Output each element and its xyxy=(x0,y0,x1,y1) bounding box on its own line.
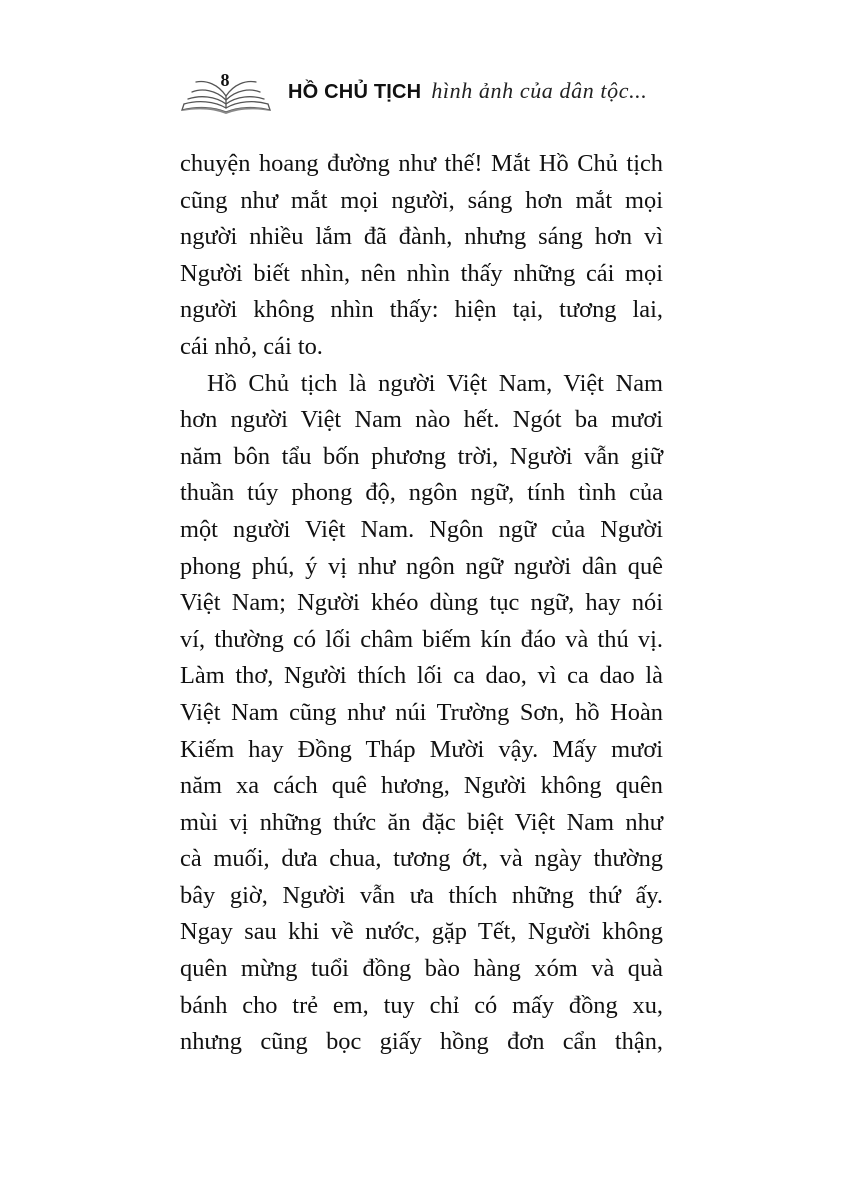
running-title-italic: hình ảnh của dân tộc... xyxy=(431,78,648,103)
running-title-bold: HỒ CHỦ TỊCH xyxy=(288,81,422,103)
text-line: Việt Nam; Người khéo dùng tục ngữ, hay nói xyxy=(180,589,663,617)
text-line: năm xa cách quê hương, Người không quên xyxy=(180,772,663,800)
text-line: Người biết nhìn, nên nhìn thấy những cái mọi xyxy=(180,259,663,287)
text-line: Làm thơ, Người thích lối ca dao, vì ca dao là xyxy=(180,662,663,690)
page-number: 8 xyxy=(220,70,230,90)
text-line: Ngay sau khi về nước, gặp Tết, Người không xyxy=(180,918,663,946)
text-line: cà muối, dưa chua, tương ớt, và ngày thường xyxy=(180,845,663,873)
text-line: cũng như mắt mọi người, sáng hơn mắt mọi xyxy=(180,186,663,214)
paragraph xyxy=(180,366,663,1061)
text-line: ví, thường có lối châm biếm kín đáo và thú vị. xyxy=(180,625,663,653)
text-line: năm bôn tẩu bốn phương trời, Người vẫn giữ xyxy=(180,442,663,470)
running-header xyxy=(180,62,700,122)
text-line: Hồ Chủ tịch là người Việt Nam, Việt Nam xyxy=(207,369,663,397)
text-line: phong phú, ý vị như ngôn ngữ người dân quê xyxy=(180,552,663,580)
text-line: chuyện hoang đường như thế! Mắt Hồ Chủ tịch xyxy=(180,150,663,177)
text-line: Việt Nam cũng như núi Trường Sơn, hồ Hoàn xyxy=(180,698,663,726)
text-line: người nhiều lắm đã đành, nhưng sáng hơn vì xyxy=(180,223,663,251)
paragraph xyxy=(180,146,663,366)
text-line: bây giờ, Người vẫn ưa thích những thứ ấy. xyxy=(180,881,663,909)
text-line: quên mừng tuổi đồng bào hàng xóm và quà xyxy=(180,955,663,983)
text-line: mùi vị những thức ăn đặc biệt Việt Nam như xyxy=(180,808,663,836)
text-line: một người Việt Nam. Ngôn ngữ của Người xyxy=(180,515,663,543)
text-line: hơn người Việt Nam nào hết. Ngót ba mươi xyxy=(180,406,663,434)
text-line: người không nhìn thấy: hiện tại, tương lai, xyxy=(180,296,663,324)
text-line: Kiếm hay Đồng Tháp Mười vậy. Mấy mươi xyxy=(180,735,663,763)
text-line: cái nhỏ, cái to. xyxy=(180,332,323,360)
body-text xyxy=(180,146,663,1061)
running-title xyxy=(288,78,647,104)
text-line: nhưng cũng bọc giấy hồng đơn cẩn thận, xyxy=(180,1028,663,1056)
text-line: thuần túy phong độ, ngôn ngữ, tính tình của xyxy=(180,479,663,507)
text-line: bánh cho trẻ em, tuy chỉ có mấy đồng xu, xyxy=(180,991,663,1019)
